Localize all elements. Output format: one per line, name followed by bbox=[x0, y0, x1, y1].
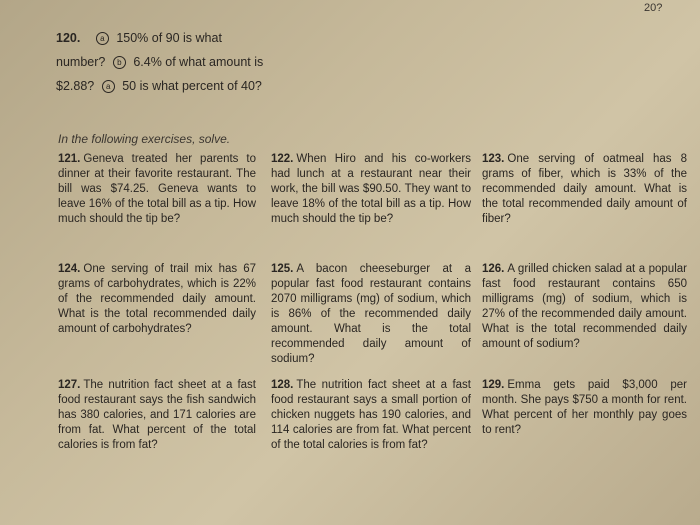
part-a-marker: a bbox=[96, 32, 109, 45]
exercise-121 bbox=[58, 152, 256, 227]
exercise-123 bbox=[482, 152, 687, 227]
part-c-marker: a bbox=[102, 80, 115, 93]
exercise-number: 124. bbox=[58, 263, 81, 275]
part-b-text: 6.4% of what amount is $2.88? bbox=[56, 55, 264, 93]
exercise-128 bbox=[271, 378, 471, 453]
exercise-text: When Hiro and his co-workers had lunch at a restaurant near their work, the bill was $90.50. They want to leave 18% of the total bill as a tip. How much should the tip be? bbox=[271, 153, 471, 225]
page-number: 20? bbox=[644, 2, 663, 14]
exercise-number: 121. bbox=[58, 153, 81, 165]
exercise-number: 129. bbox=[482, 379, 505, 391]
exercise-text: One serving of trail mix has 67 grams of carbohydrates, which is 22% of the recommended daily amount. What is the total recommended daily amount of carbohydrates? bbox=[58, 263, 256, 335]
exercise-number: 125. bbox=[271, 263, 294, 275]
exercise-number: 126. bbox=[482, 263, 505, 275]
exercise-122 bbox=[271, 152, 471, 227]
exercise-number: 123. bbox=[482, 153, 505, 165]
exercise-number: 128. bbox=[271, 379, 294, 391]
exercise-number: 120. bbox=[56, 31, 81, 45]
exercise-number: 127. bbox=[58, 379, 81, 391]
exercise-126 bbox=[482, 262, 687, 352]
part-b-marker: b bbox=[113, 56, 126, 69]
exercise-text: A bacon cheeseburger at a popular fast food restaurant contains 2070 milligrams (mg) of sodium, which is 86% of the recommended daily amount. What is the total recommended daily amount of sodium? bbox=[271, 263, 471, 365]
exercise-text: One serving of oatmeal has 8 grams of fiber, which is 33% of the recommended daily amount. What is the total recommended daily amount of fiber? bbox=[482, 153, 687, 225]
exercise-text: A grilled chicken salad at a popular fast food restaurant contains 650 milligrams (mg) of sodium, which is 27% of the recommended daily amount. What is the total recommended daily amount of sodium? bbox=[482, 263, 687, 350]
exercise-120 bbox=[56, 26, 266, 98]
part-a-text: 150% of 90 is what number? bbox=[56, 31, 222, 69]
exercise-127 bbox=[58, 378, 256, 453]
exercise-text: Geneva treated her parents to dinner at their favorite restaurant. The bill was $74.25. Geneva wants to leave 16% of the total bill as a tip. How much should the tip be? bbox=[58, 153, 256, 225]
exercise-text: The nutrition fact sheet at a fast food restaurant says the fish sandwich has 380 calories, and 171 calories are from fat. What percent of the total calories is from fat? bbox=[58, 379, 256, 451]
instructions: In the following exercises, solve. bbox=[58, 132, 231, 146]
exercise-129 bbox=[482, 378, 687, 438]
exercise-124 bbox=[58, 262, 256, 337]
exercise-text: The nutrition fact sheet at a fast food restaurant says a small portion of chicken nuggets has 190 calories, and 114 calories are from fat. What percent of the total calories is from fat? bbox=[271, 379, 471, 451]
exercise-text: Emma gets paid $3,000 per month. She pays $750 a month for rent. What percent of her monthly pay goes to rent? bbox=[482, 379, 687, 436]
exercise-number: 122. bbox=[271, 153, 294, 165]
exercise-125 bbox=[271, 262, 471, 367]
part-c-text: 50 is what percent of 40? bbox=[122, 79, 262, 93]
